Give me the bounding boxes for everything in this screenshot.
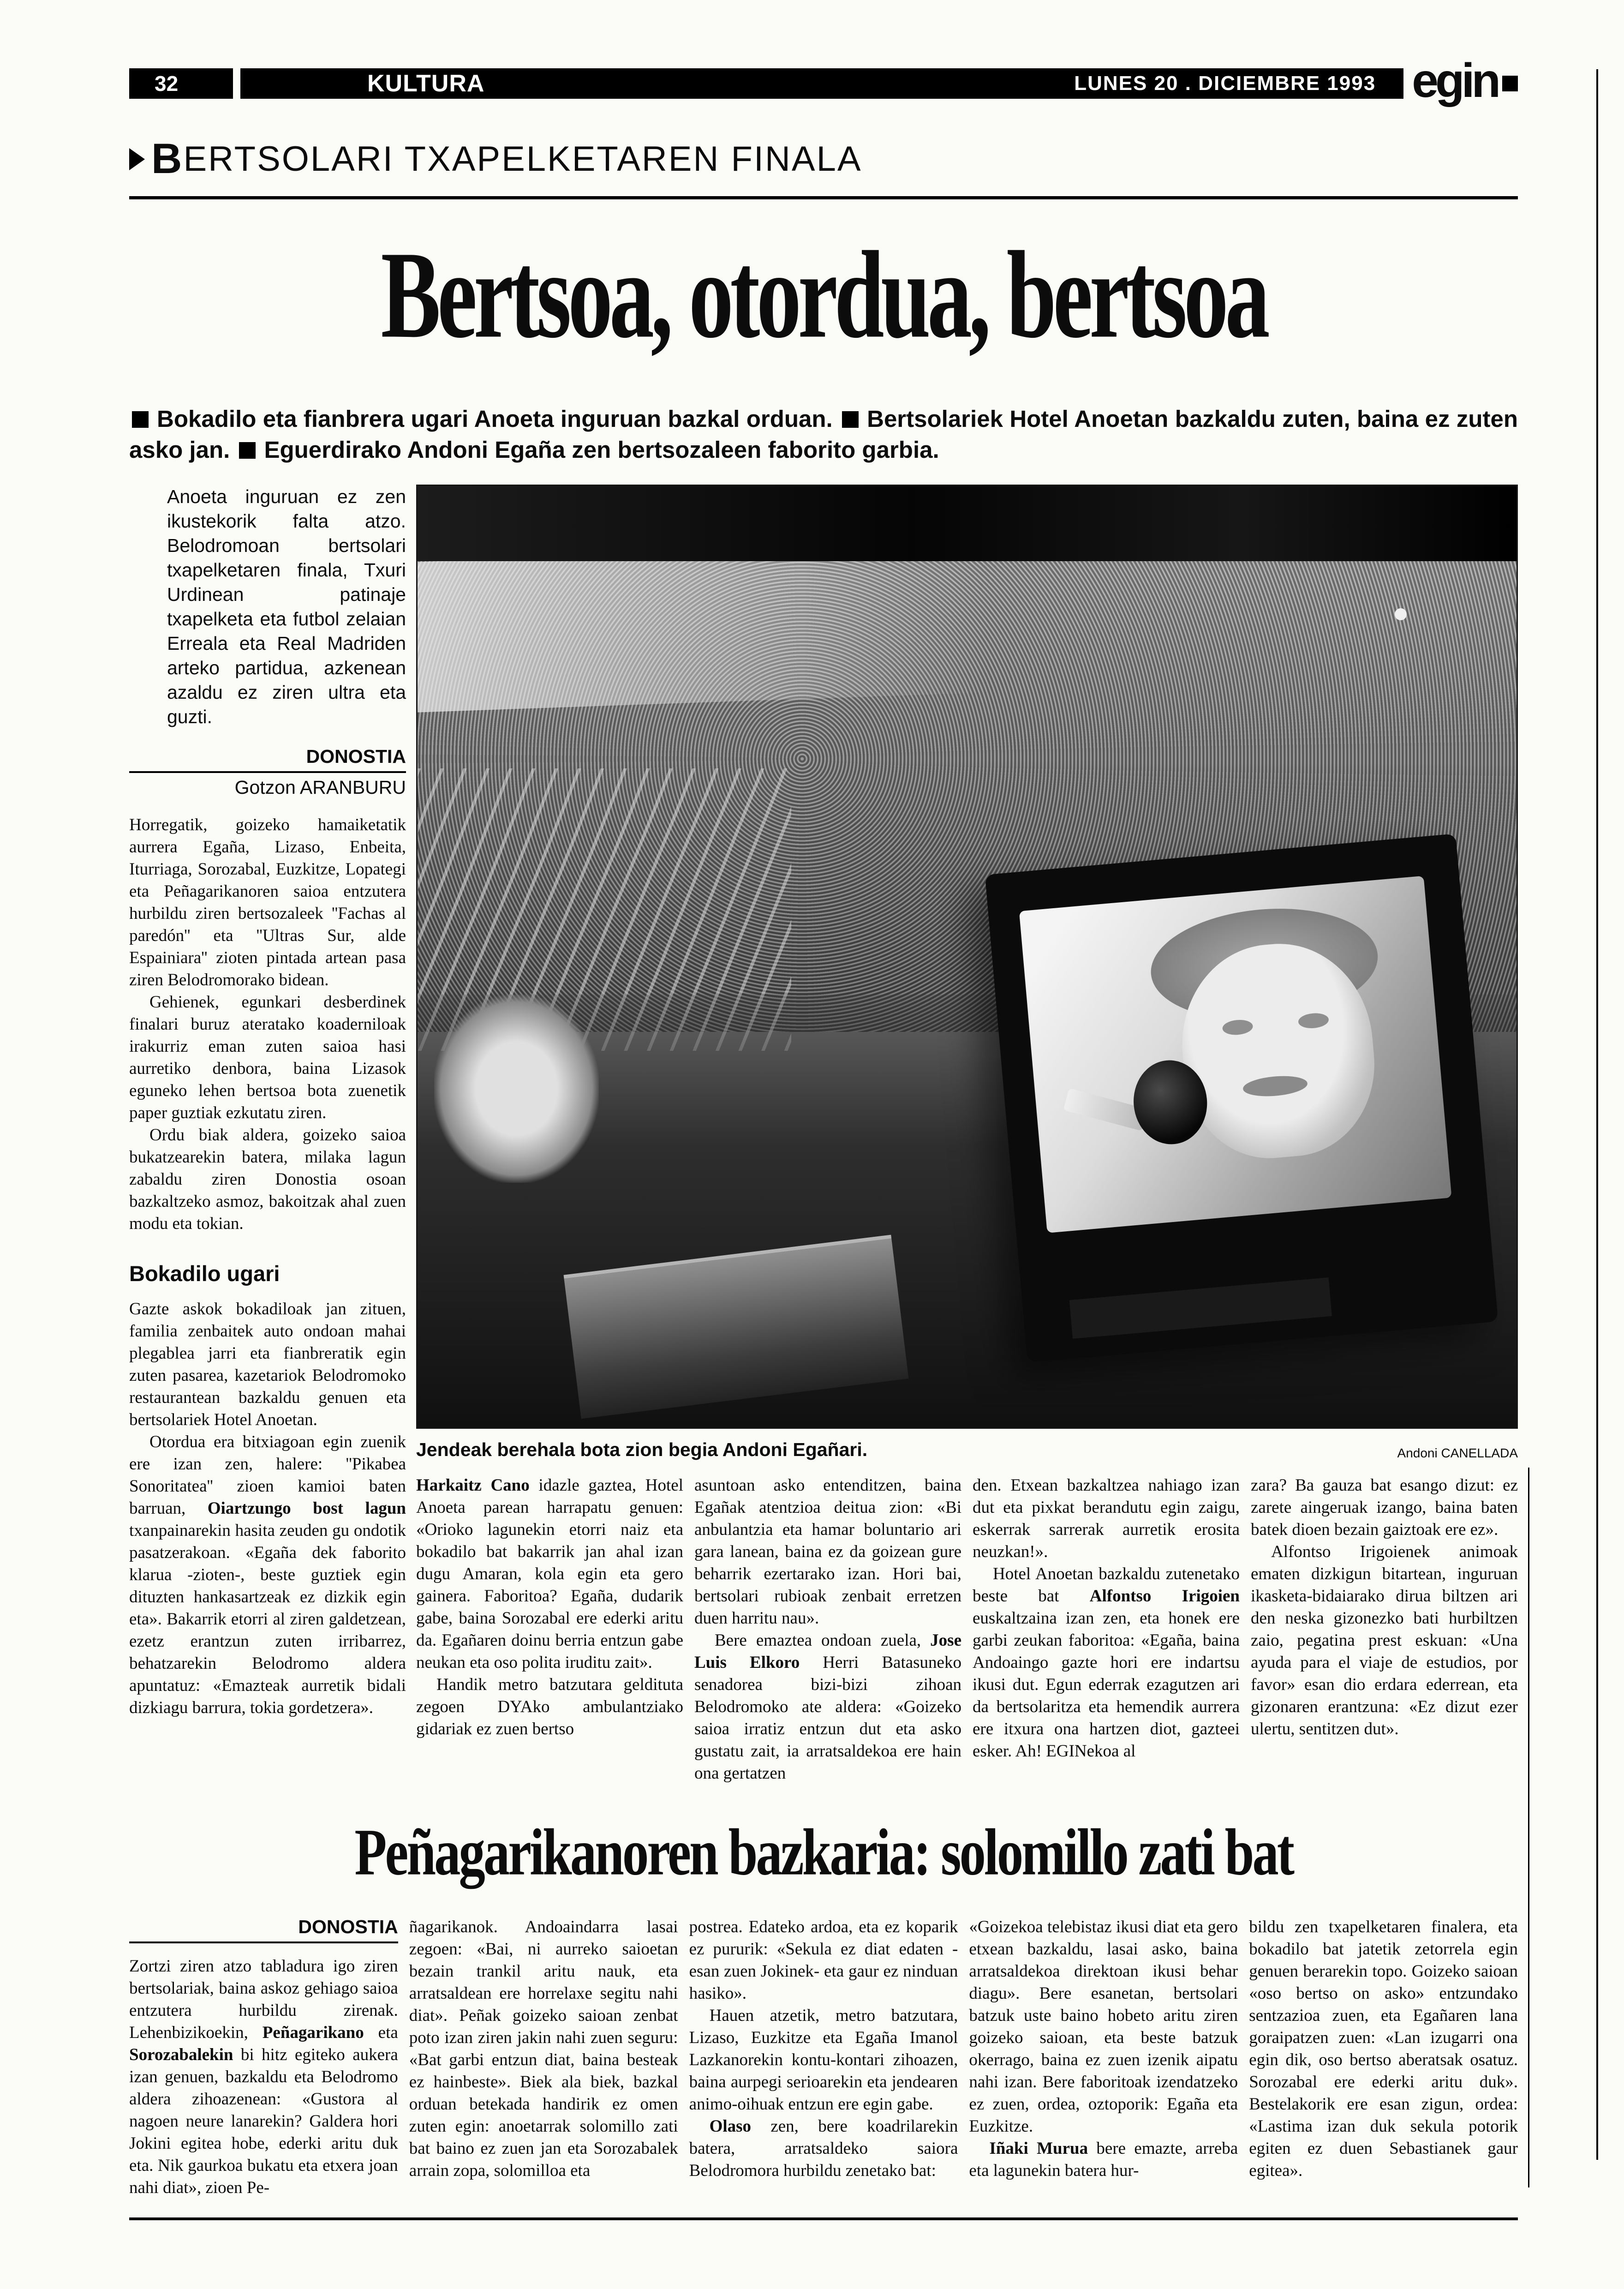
standfirst-item: Bertsolariek Hotel Anoetan bazkaldu zuten, baina ez zuten asko jan. <box>129 406 1518 463</box>
article2-column-4 <box>969 1916 1238 2199</box>
standfirst-item: Eguerdirako Andoni Egaña zen bertsozaleen faborito garbia. <box>264 437 939 463</box>
article1-right-area <box>416 485 1518 1785</box>
eye-icon <box>1222 1019 1254 1036</box>
square-bullet-icon <box>239 442 256 459</box>
kicker-initial: B <box>151 135 184 182</box>
bold-name: Alfontso Irigoien <box>1089 1587 1240 1606</box>
paragraph-text: eta <box>364 2023 398 2042</box>
paragraph <box>129 1431 406 1719</box>
logo-square-icon <box>1502 76 1518 91</box>
mouth-shadow <box>1242 1073 1309 1098</box>
square-bullet-icon <box>132 411 149 428</box>
page-number-box <box>129 68 233 99</box>
right-page-rule <box>1596 69 1598 2160</box>
paragraph-text: idazle gaztea, Hotel Anoeta parean harrapatu genuen: «Orioko lagunekin etorri naiz eta bokadilo bat bakarrik jan ahal izan dugu Amaran, kola egin eta gero gainera. Faboritoa? Egaña, dudarik gabe, baina Sorozabal ere ederki aritu da. Egañaren doinu berria entzun gabe neukan eta oso polita iruditu zait». <box>416 1476 683 1672</box>
spectator-blob <box>434 995 599 1183</box>
dateline: DONOSTIA <box>129 746 406 773</box>
bold-name: Peñagarikano <box>262 2023 364 2042</box>
kicker-rule <box>129 196 1518 199</box>
paragraph <box>416 1474 683 1674</box>
paragraph: postrea. Edateko ardoa, eta ez koparik ez pururik: «Sekula ez diat edaten -esan zuen Jokinek- eta gaur ez ninduan hasiko». <box>689 1917 958 2003</box>
article1-column-3 <box>694 1474 961 1785</box>
paragraph: Handik metro batzutara geldituta zegoen DYAko ambulantziako gidariak ez zuen bertso <box>416 1675 683 1738</box>
bold-name: Harkaitz Cano <box>416 1476 530 1495</box>
page-number: 32 <box>155 72 179 96</box>
stand-highlight <box>418 542 989 713</box>
tv-base <box>1070 1277 1332 1339</box>
article2-column-3 <box>689 1916 958 2199</box>
standfirst <box>129 403 1518 465</box>
main-headline-text: Bertsoa, otordua, bertsoa <box>381 226 1266 364</box>
paragraph: Hauen atzetik, metro batzutara, Lizaso, Euzkitze eta Egaña Imanol Lazkanorekin kontu-kontari zihoazen, baina aurpegi serioarekin eta jendearen animo-oihuak entzun ere egin gabe. <box>689 2006 958 2114</box>
bold-name: Oiartzungo bost lagun <box>207 1499 406 1518</box>
paragraph-text: Hotel Anoetan bazkaldu zutenetako beste bat <box>973 1564 1240 1606</box>
paragraph-text: Otordua era bitxiagoan egin zuenik ere izan zen, halere: ''Pikabea Sonoritatea'' zioen kamioi baten barruan, <box>129 1432 406 1518</box>
newspaper-logo <box>1403 54 1518 108</box>
article1-column-5 <box>1251 1474 1518 1785</box>
article1-column-4 <box>973 1474 1240 1785</box>
bold-name: Sorozabalekin <box>129 2045 233 2064</box>
news-photo <box>416 485 1518 1429</box>
article1-column-1 <box>129 485 406 1785</box>
paragraph <box>969 2138 1238 2182</box>
paragraph: Gehienek, egunkari desberdinek finalari buruz ateratako koaderniloak irakurriz eman zuten saioa hasi aurretiko denbora, baina Lizasok eguneko lehen bertsoa bota zuenetik paper guztiak ezkutatu ziren. <box>129 993 406 1122</box>
second-headline <box>129 1814 1518 1895</box>
paragraph: «Goizekoa telebistaz ikusi diat eta gero etxean bazkaldu, lasai asko, baina arratsaldekoa direktoan ikusi behar diagu». Bere esanetan, bertsolari batzuk uste baino hobeto aritu ziren goizeko saioan, eta beste batzuk okerrago, baina ez zuen izenik aipatu nahi izan. Bere faboritoak izendatzeko ez zuen, ordea, oztoporik: Egaña eta Euzkitze. <box>969 1917 1238 2136</box>
masthead <box>129 54 1518 108</box>
paragraph-text: bi hitz egiteko aukera izan genuen, bazkaldu eta Belodromo aldera zihoazenean: «Gustora al nagoen neure lanarekin? Galdera hori Jokini egitea hobe, ederki aritu duk eta. Nik gaurkoa bukatu eta etxera joan nahi diat», zioen Pe- <box>129 2045 398 2197</box>
article2-column-5 <box>1249 1916 1518 2199</box>
kicker <box>129 135 1518 183</box>
kicker-arrow-icon <box>129 148 145 170</box>
light-spot <box>1395 608 1407 620</box>
article2-column-2 <box>409 1916 678 2199</box>
dateline: DONOSTIA <box>129 1916 398 1943</box>
kicker-text: ERTSOLARI TXAPELKETAREN FINALA <box>183 139 862 179</box>
masthead-bar <box>240 68 1403 99</box>
paragraph-text: euskaltzaina izan zen, eta honek ere garbi zeukan faboritoa: «Egaña, baina Andoaingo gazte hori ere indartsu ikusi dut. Egun ederrak ezagutzen ari da bertsolaritza eta hemendik aurrera ere itxura ona hartzen diot, gazteei esker. Ah! EGINekoa al <box>973 1609 1240 1761</box>
masthead-gap <box>233 68 240 99</box>
paragraph <box>973 1563 1240 1762</box>
standfirst-item: Bokadilo eta fianbrera ugari Anoeta inguruan bazkal orduan. <box>157 406 833 432</box>
bold-name: Jose Luis Elkoro <box>694 1631 961 1672</box>
photo-credit: Andoni CANELLADA <box>1397 1446 1518 1460</box>
section-label: KULTURA <box>367 70 485 97</box>
paragraph-text: Zortzi ziren atzo tabladura igo ziren bertsolariak, baina askoz gehiago saioa entzutera hurbildu zirenak. Lehenbizikoekin, <box>129 1957 398 2042</box>
subheading: Bokadilo ugari <box>129 1261 280 1286</box>
paragraph: Alfontso Irigoienek animoak ematen dizkigun bitartean, inguruan ikasketa-bidaiarako dirua biltzen ari den neska gizonezko bati hurbiltzen zaio, pegatina prest eskuan: «Una ayuda para el viaje de estudios, por favor» esan dio erdara ederrean, eta gizonaren erantzuna: «Ez dizut ezer ulertu, sentitzen dut». <box>1251 1542 1518 1738</box>
paragraph <box>689 2115 958 2182</box>
eye-icon <box>1298 1012 1330 1030</box>
bold-name: Iñaki Murua <box>989 2139 1088 2158</box>
paragraph-text: Herri Batasuneko senadorea bizi-bizi zihoan Belodromoko ate aldera: «Goizeko saioa irratiz entzun dut eta asko gustatu zait, ia arratsaldekoa ere hain ona gertatzen <box>694 1653 961 1783</box>
paragraph: Gazte askok bokadiloak jan zituen, familia zenbaitek auto ondoan mahai plegablea jarri eta fianbreratik egin zuten pasarea, kazetariok Belodromoko restaurantean bazkaldu genuen eta bertsolariek Hotel Anoetan. <box>129 1300 406 1429</box>
paragraph: asuntoan asko entenditzen, baina Egañak atentzioa deitua zion: «Bi anbulantzia eta hamar boluntario ari gara lanean, baina ez da goizean gure beharrik ezertarako izan. Hori bai, bertsolari rubioak zenbait erretzen duen harritu nau». <box>694 1476 961 1628</box>
main-headline <box>129 223 1518 376</box>
byline: Gotzon ARANBURU <box>234 777 406 798</box>
paragraph: den. Etxean bazkaltzea nahiago izan dut eta pixkat berandutu egin zaigu, eskerrak sarrerak aurretik erosita neuzkan!». <box>973 1476 1240 1561</box>
paragraph <box>129 1955 398 2199</box>
paragraph: bildu zen txapelketaren finalera, eta bokadilo bat jatetik zetorrela egin genuen berarekin topo. Goizeko saioan «oso bertso on asko» entzundako sentzazioa zuen, eta Egañaren lana goraipatzen zuen: «Lan izugarri ona egin dik, oso bertso aberatsak osatuz. Sorozabal ere ederki aritu duk». Bestelakorik ere esan zigun, ordea: «Lastima izan duk sekula potorik egiten ez duen Sebastianek gaur egitea». <box>1249 1917 1518 2180</box>
tv-monitor <box>985 833 1499 1362</box>
paragraph-text: Bere emaztea ondoan zuela, <box>715 1631 931 1650</box>
bottom-rule <box>129 2217 1518 2220</box>
date-label: LUNES 20 . DICIEMBRE 1993 <box>1074 72 1376 95</box>
column-divider-rule <box>1528 1468 1529 2187</box>
article1-column-2 <box>416 1474 683 1785</box>
photo-caption: Jendeak berehala bota zion begia Andoni Egañari. <box>416 1439 868 1460</box>
paragraph-text: zen, bere koadrilarekin batera, arratsaldeko saiora Belodromora hurbildu zenetako bat: <box>689 2117 958 2180</box>
article2-columns <box>129 1916 1518 2199</box>
second-headline-text: Peñagarikanoren bazkaria: solomillo zati bat <box>354 1815 1293 1889</box>
paragraph: zara? Ba gauza bat esango dizut: ez zarete aingeruak izango, baina baten batek dioen bezain gaiztoak ere ez». <box>1251 1476 1518 1539</box>
paragraph: Ordu biak aldera, goizeko saioa bukatzearekin batera, milaka lagun zabaldu ziren Donostia osoan bazkaltzeko asmoz, bakoitzak ahal zuen modu eta tokian. <box>129 1126 406 1233</box>
logo-text: egin <box>1412 54 1498 108</box>
article2-column-1 <box>129 1916 398 2199</box>
paragraph: Horregatik, goizeko hamaiketatik aurrera Egaña, Lizaso, Enbeita, Iturriaga, Sorozabal, Euzkitze, Lopategi eta Peñagarikanoren saioa entzutera hurbildu ziren bertsozaleek ''Fachas al paredón'' eta ''Ultras Sur, alde Espainiara'' zioten pintada artean pasa ziren Belodromorako bidean. <box>129 815 406 989</box>
lead-paragraph: Anoeta inguruan ez zen ikustekorik falta atzo. Belodromoan bertsolari txapelketaren finala, Txuri Urdinean patinaje txapelketa eta futbol zelaian Erreala eta Real Madriden arteko partidua, azkenean azaldu ez ziren ultra eta guzti. <box>167 486 406 727</box>
paragraph: ñagarikanok. Andoaindarra lasai zegoen: «Bai, ni aurreko saioetan bezain trankil aritu nauk, eta arratsaldean ere horrelaxe segitu nahi diat». Peñak goizeko saioan zenbat poto izan ziren jakin nahi zuen seguru: «Bat garbi entzun diat, baina besteak ez hainbeste». Biek ala biek, bazkal orduan betekada handirik ez omen zuten egin: anoetarrak solomillo zati bat baino ez zuen jan eta Sorozabalek arrain zopa, solomilloa eta <box>409 1917 678 2180</box>
article1 <box>129 485 1518 1785</box>
tv-screen <box>1019 875 1452 1233</box>
paragraph <box>694 1630 961 1785</box>
paragraph-text: bere emazte, arreba eta lagunekin batera hur- <box>969 2139 1238 2180</box>
paragraph-text: txanpainarekin hasita zeuden gu ondotik pasatzerakoan. «Egaña dek faborito klarua -zioten-, beste guztiek egin dituzten hankasartzeak ez dizkik egin eta». Bakarrik etorri al ziren galdetzean, ezetz erantzun zuten irribarrez, behatzarekin Belodromo aldera apuntatuz: «Emazteak aurretik bidali dizkiagu barrura, tokia gordetzera». <box>129 1521 406 1717</box>
square-bullet-icon <box>842 411 859 428</box>
bold-name: Olaso <box>709 2117 752 2136</box>
stadium-banner <box>418 486 1517 561</box>
caption-row <box>416 1439 1518 1461</box>
article1-columns <box>416 1474 1518 1785</box>
